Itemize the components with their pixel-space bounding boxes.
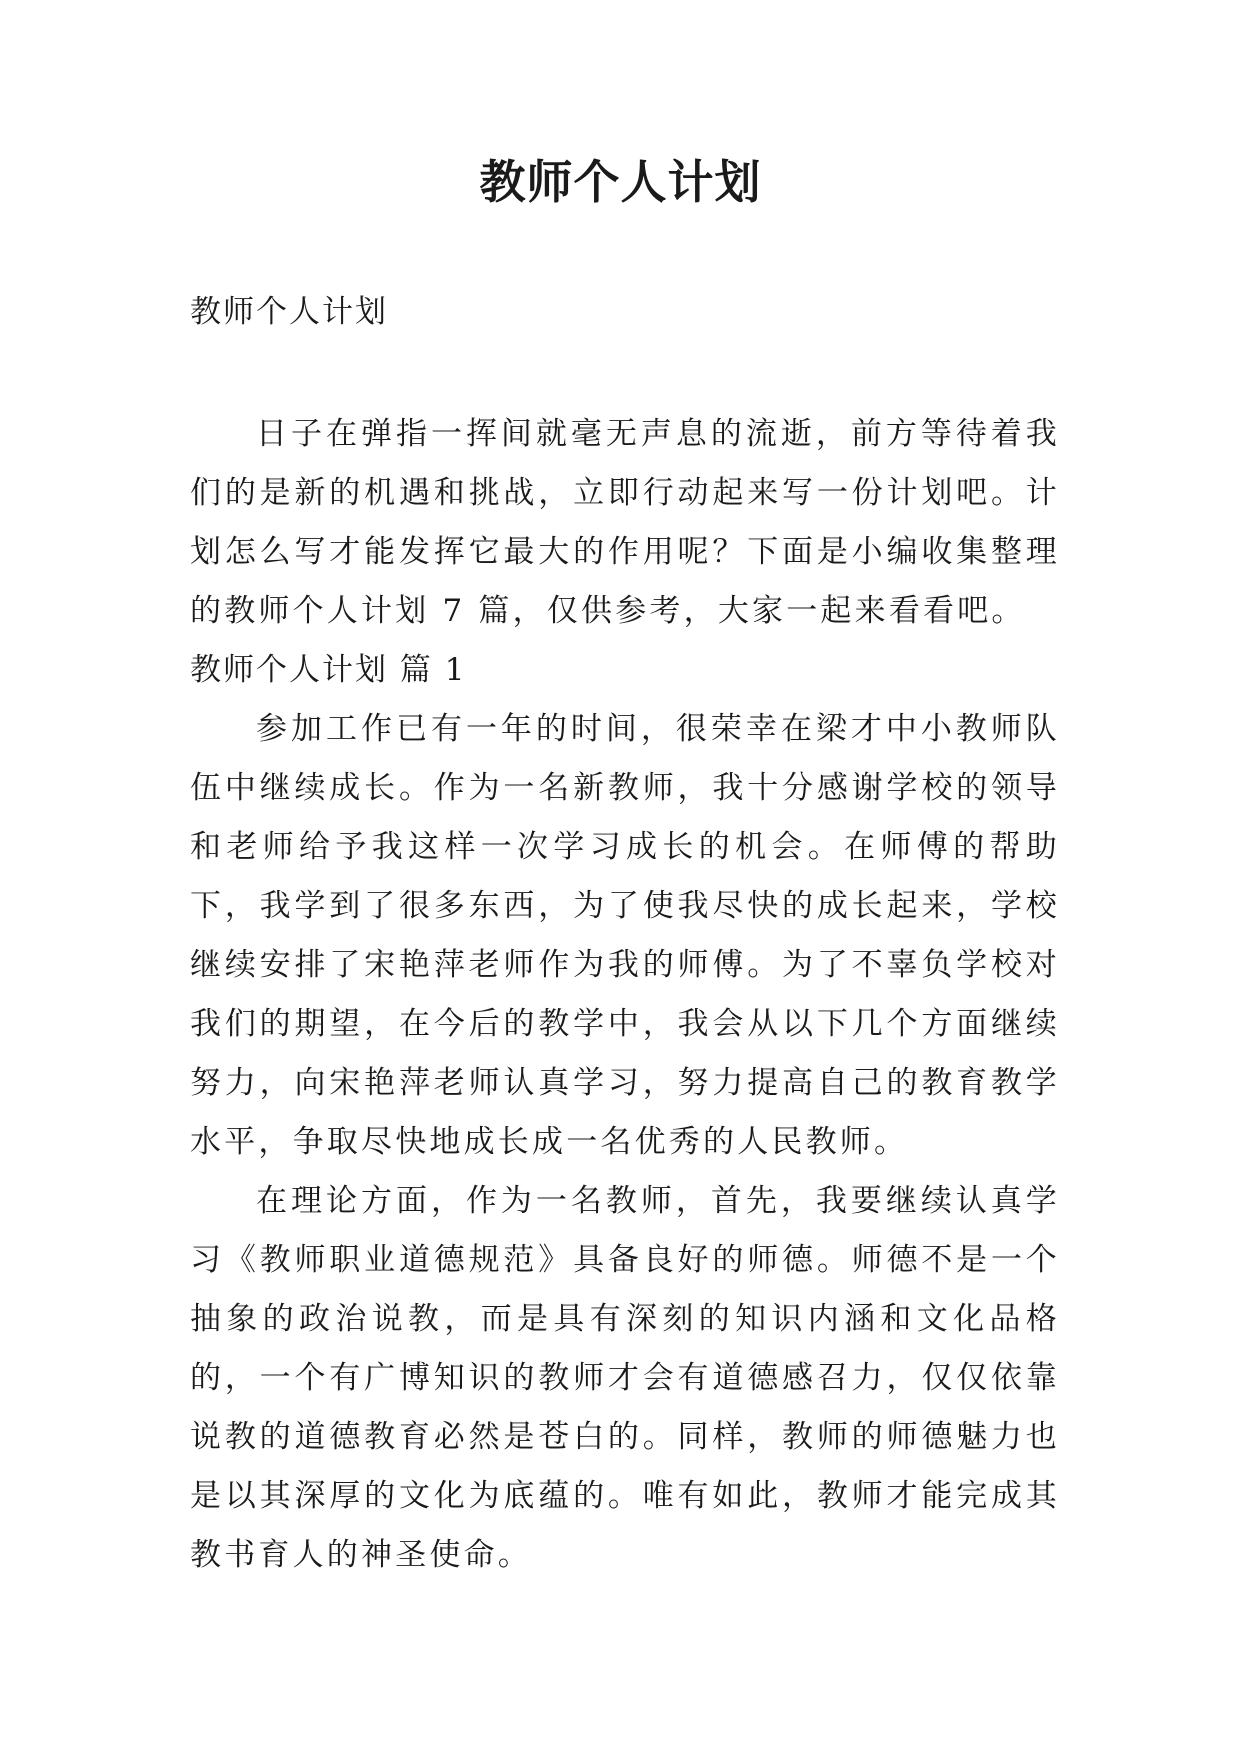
body-paragraph-1: 参加工作已有一年的时间，很荣幸在梁才中小教师队伍中继续成长。作为一名新教师，我十分感谢学校的领导和老师给予我这样一次学习成长的机会。在师傅的帮助下，我学到了很多东西，为了使我尽快的成长起来，学校继续安排了宋艳萍老师作为我的师傅。为了不辜负学校对我们的期望，在今后的教学中，我会从以下几个方面继续努力，向宋艳萍老师认真学习，努力提高自己的教育教学水平，争取尽快地成长成一名优秀的人民教师。 [190, 711, 1060, 1160]
document-subtitle: 教师个人计划 [190, 294, 388, 330]
body-paragraph-2: 在理论方面，作为一名教师，首先，我要继续认真学习《教师职业道德规范》具备良好的师德。师德不是一个抽象的政治说教，而是具有深刻的知识内涵和文化品格的，一个有广博知识的教师才会有道德感召力，仅仅依靠说教的道德教育必然是苍白的。同样，教师的师德魅力也是以其深厚的文化为底蕴的。唯有如此，教师才能完成其教书育人的神圣使命。 [190, 1183, 1060, 1573]
section-heading: 教师个人计划 篇 1 [190, 652, 467, 688]
page-title: 教师个人计划 [479, 155, 762, 209]
intro-paragraph: 日子在弹指一挥间就毫无声息的流逝，前方等待着我们的是新的机遇和挑战，立即行动起来写一份计划吧。计划怎么写才能发挥它最大的作用呢？下面是小编收集整理的教师个人计划 7 篇，仅供参考，大家一起来看看吧。 [190, 416, 1060, 629]
document-body [190, 405, 1060, 1585]
